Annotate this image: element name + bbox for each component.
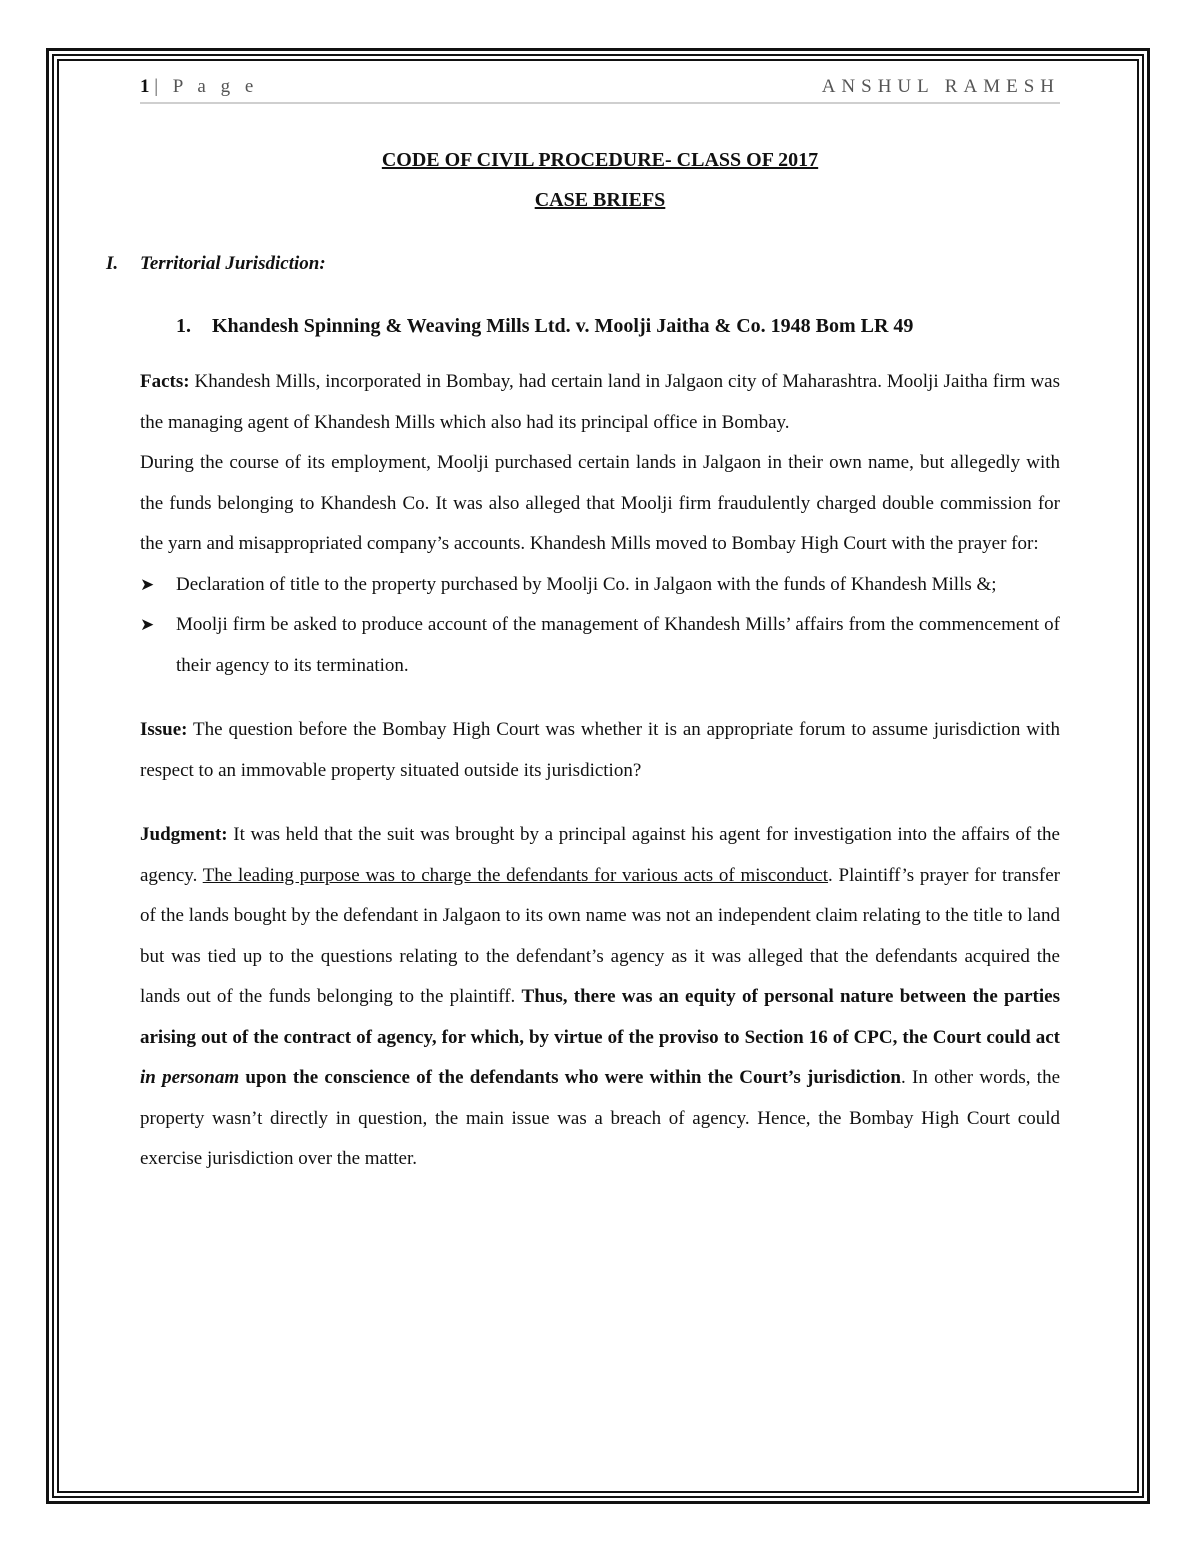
judgment-text-2: . Plaintiff’s prayer for transfer of the lands bought by the defendant in Jalgaon to its own name was not an independent claim relating to the title to land but was tied up to the questions relating to the defendant’s agency as it was alleged that the defendants acquired the lands out of the funds belonging to the plaintiff. <box>140 864 1060 1007</box>
document-body <box>106 140 1060 1180</box>
judgment-bold-1: Thus, there was an equity of personal nature between the parties arising out of the contract of agency, for which, by virtue of the proviso to Section 16 of CPC, the Court could act <box>140 986 1060 1048</box>
page-header <box>140 76 1060 104</box>
judgment-label: Judgment: <box>140 824 228 845</box>
judgment-underlined: The leading purpose was to charge the defendants for various acts of misconduct <box>202 864 829 886</box>
page-label: | P a g e <box>154 76 259 97</box>
list-item-text: Declaration of title to the property purchased by Moolji Co. in Jalgaon with the funds of Khandesh Mills &; <box>176 573 997 595</box>
issue-text: The question before the Bombay High Court was whether it is an appropriate forum to assume jurisdiction with respect to an immovable property situated outside its jurisdiction? <box>140 719 1060 781</box>
judgment-bold-italic: in personam <box>140 1067 240 1088</box>
list-item <box>140 605 1060 686</box>
case-title: Khandesh Spinning & Weaving Mills Ltd. v. Moolji Jaitha & Co. 1948 Bom LR 49 <box>212 315 914 337</box>
case-number: 1. <box>176 315 191 337</box>
section-title: Territorial Jurisdiction: <box>140 253 326 274</box>
facts-text: Khandesh Mills, incorporated in Bombay, had certain land in Jalgaon city of Maharashtra. Moolji Jaitha firm was the managing agent of Khandesh Mills which also had its principal office in Bombay. <box>140 371 1060 433</box>
case-heading <box>140 306 1060 346</box>
document-subtitle: CASE BRIEFS <box>534 189 666 211</box>
judgment-paragraph <box>140 815 1060 1180</box>
page-number-label <box>140 76 258 98</box>
section-heading <box>106 244 1060 284</box>
document-title: CODE OF CIVIL PROCEDURE- CLASS OF 2017 <box>381 149 819 171</box>
author-name: ANSHUL RAMESH <box>821 76 1060 97</box>
section-numeral: I. <box>106 253 119 274</box>
judgment-bold-2: upon the conscience of the defendants who were within the Court’s jurisdiction <box>239 1067 901 1088</box>
issue-paragraph <box>140 710 1060 791</box>
list-item-text: Moolji firm be asked to produce account of the management of Khandesh Mills’ affairs from the commencement of their agency to its termination. <box>176 614 1060 676</box>
judgment-text-1: It was held that the suit was brought by a principal against his agent for investigation into the affairs of the agency. <box>140 824 1060 886</box>
list-item <box>140 565 1060 606</box>
arrow-bullet-icon: ➤ <box>140 574 155 594</box>
facts-label: Facts: <box>140 371 190 392</box>
page-number: 1 <box>140 76 150 97</box>
judgment-text-3: . In other words, the property wasn’t directly in question, the main issue was a breach of agency. Hence, the Bombay High Court could exercise jurisdiction over the matter. <box>140 1067 1060 1169</box>
facts-paragraph <box>140 362 1060 443</box>
issue-label: Issue: <box>140 719 188 740</box>
arrow-bullet-icon: ➤ <box>140 615 155 634</box>
facts-paragraph-2: During the course of its employment, Moolji purchased certain lands in Jalgaon in their own name, but allegedly with the funds belonging to Khandesh Co. It was also alleged that Moolji firm fraudulently charged double commission for the yarn and misappropriated company’s accounts. Khandesh Mills moved to Bombay High Court with the prayer for: <box>140 452 1060 554</box>
